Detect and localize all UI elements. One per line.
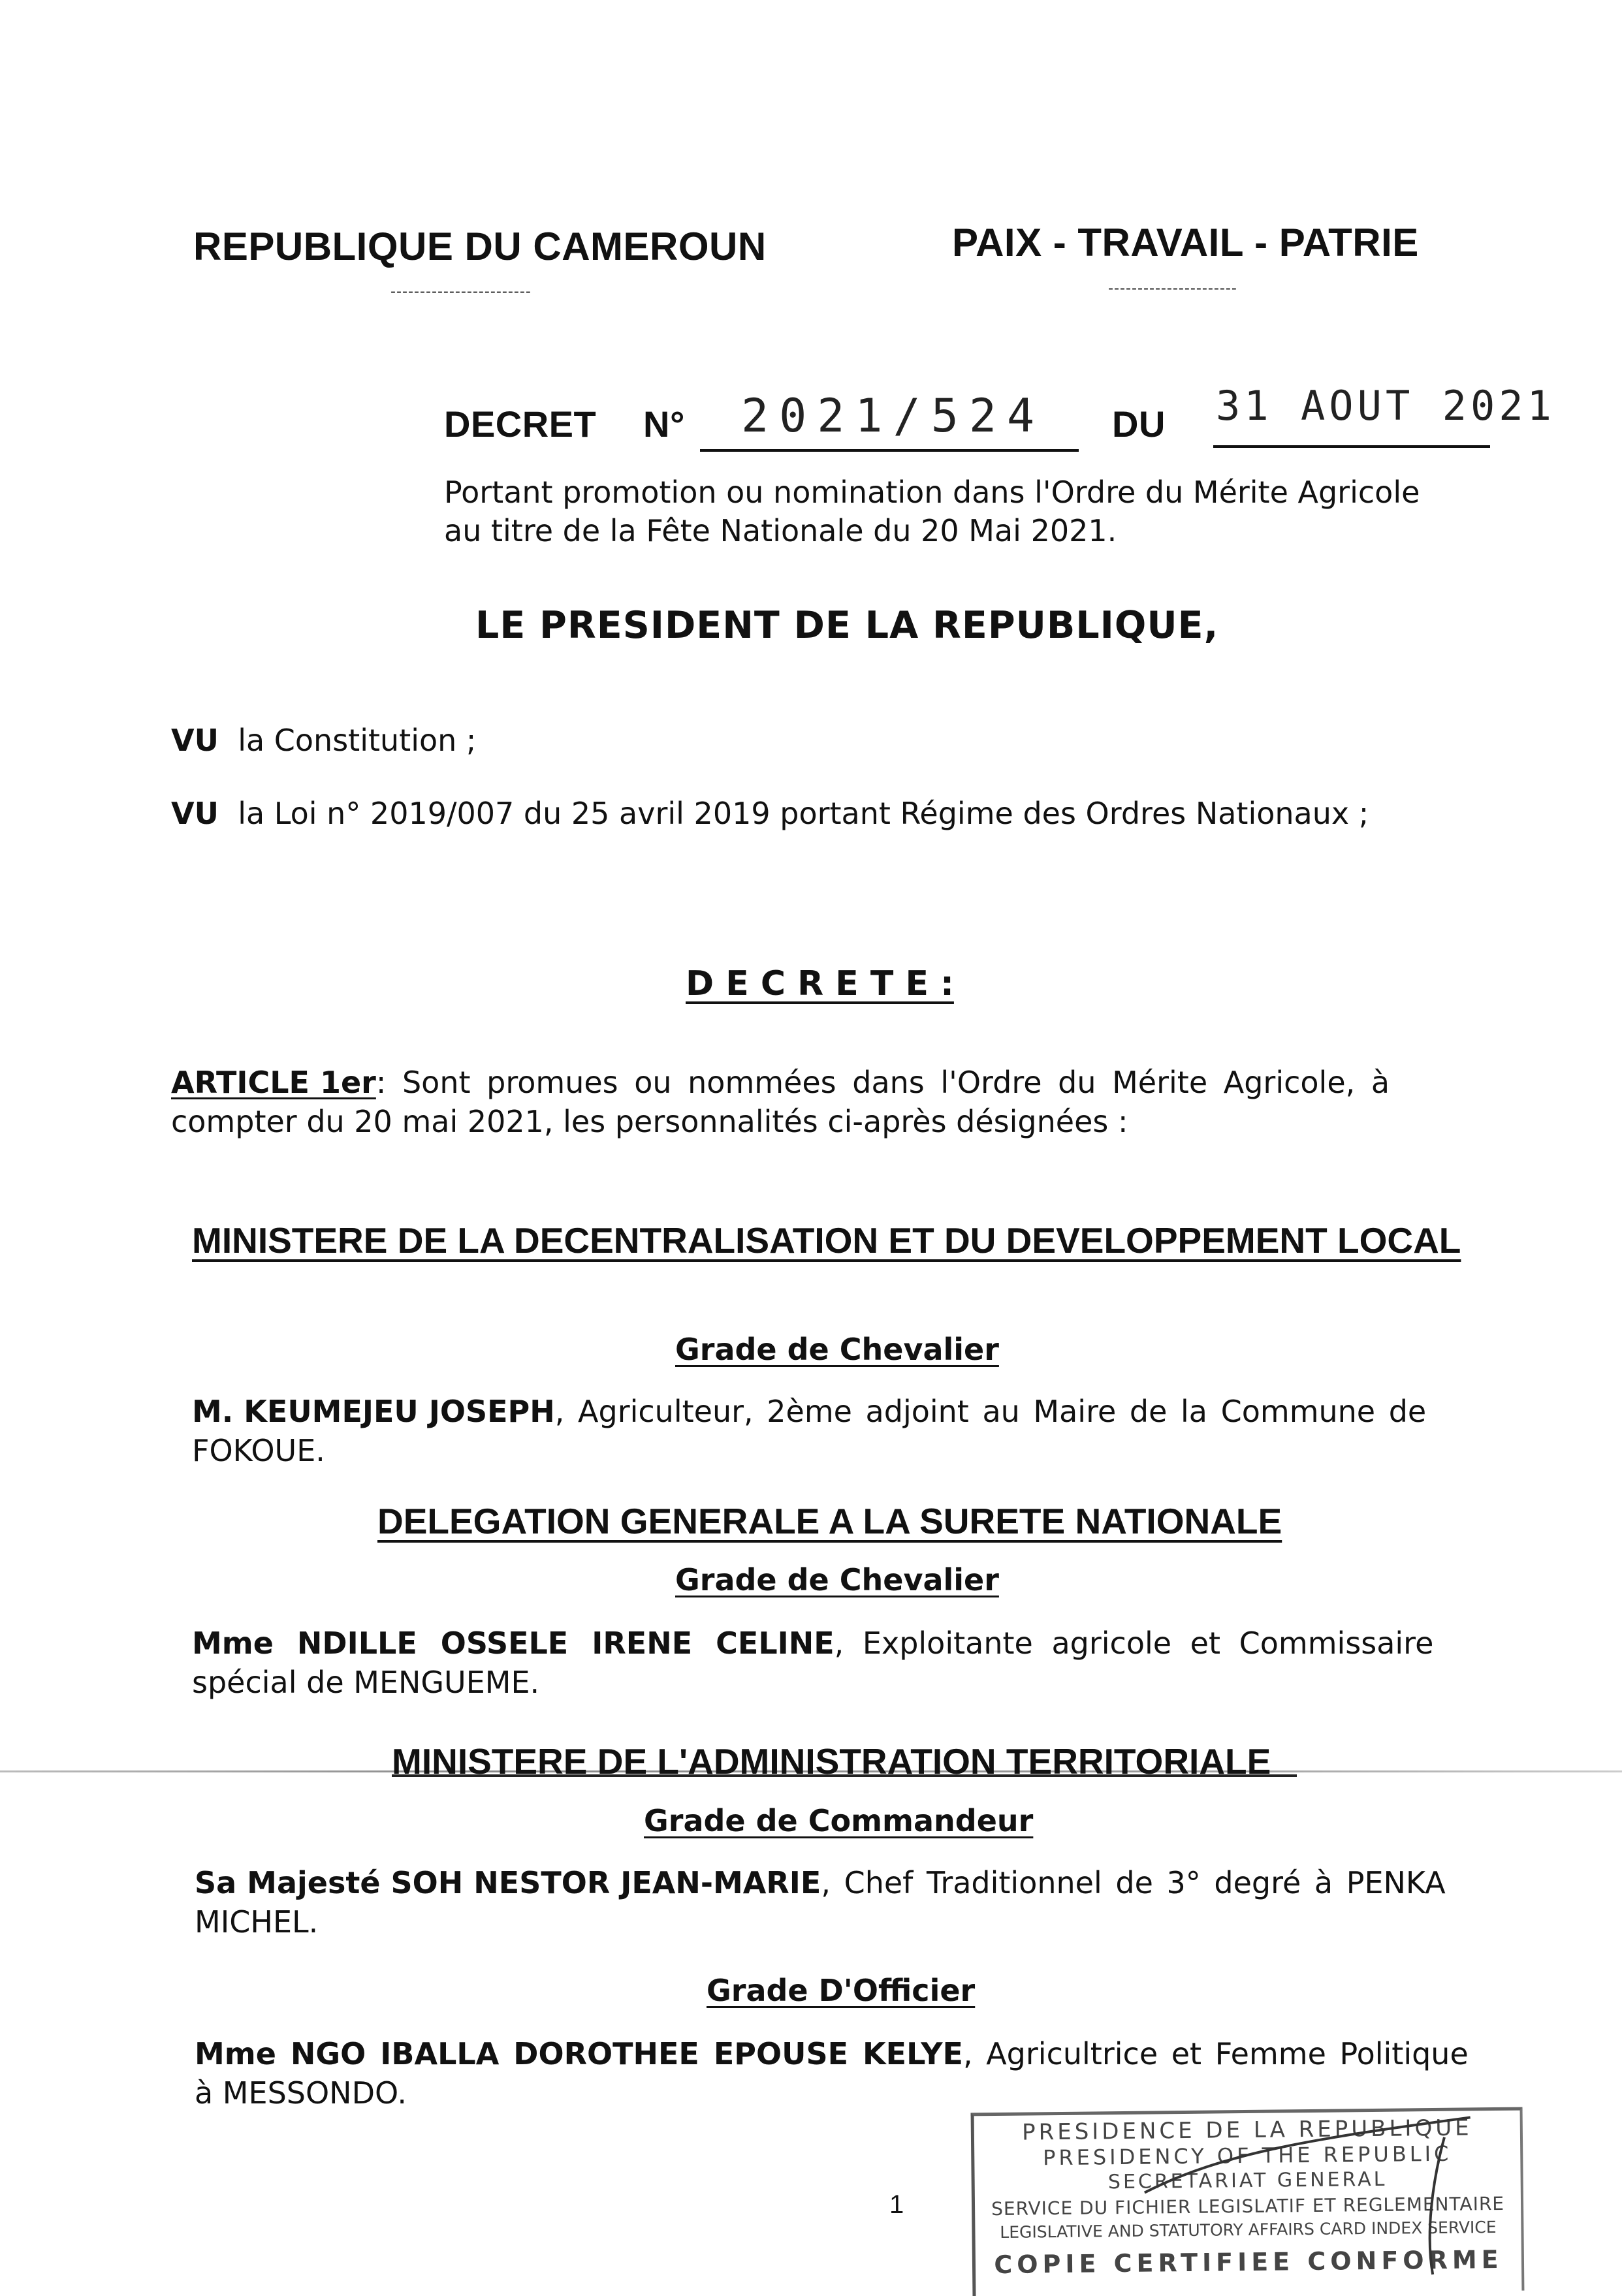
decree-date-label: DU: [1112, 403, 1166, 445]
article1-label: ARTICLE 1er: [171, 1065, 376, 1100]
section-title: DELEGATION GENERALE A LA SURETE NATIONALE: [377, 1501, 1282, 1541]
decree-number-handwritten: 2021/524: [741, 389, 1045, 443]
person-entry-line1: [192, 1623, 1433, 1663]
decree-subject-line1: Portant promotion ou nomination dans l'Ordre du Mérite Agricole: [444, 475, 1420, 510]
article1-line1: [171, 1062, 1390, 1103]
person-name: Sa Majesté SOH NESTOR JEAN-MARIE: [195, 1865, 821, 1900]
visa-text: la Loi n° 2019/007 du 25 avril 2019 portant Régime des Ordres Nationaux ;: [238, 796, 1369, 831]
person-description: , Chef Traditionnel de 3° degré à PENKA: [821, 1865, 1446, 1900]
person-name: M. KEUMEJEU JOSEPH: [192, 1394, 555, 1429]
header-right-separator: ----------------------: [1108, 279, 1237, 297]
person-entry-line1: [192, 1391, 1426, 1432]
decrete-heading: D E C R E T E :: [686, 964, 954, 1003]
decree-number-underline: [700, 449, 1079, 452]
grade-heading: Grade de Commandeur: [644, 1803, 1034, 1838]
visa-text: la Constitution ;: [238, 723, 477, 758]
page-number: 1: [889, 2190, 904, 2219]
stamp-line: COPIE CERTIFIEE CONFORME: [994, 2244, 1503, 2280]
decree-date-stamp: 31 AOUT 2021: [1216, 382, 1555, 430]
stamp-line: PRESIDENCE DE LA REPUBLIQUE: [1021, 2115, 1472, 2146]
header-right-title: PAIX - TRAVAIL - PATRIE: [952, 221, 1419, 264]
person-entry-line2: spécial de MENGUEME.: [192, 1665, 540, 1700]
decree-label: DECRET: [444, 403, 597, 445]
visa-keyword: VU: [171, 796, 219, 831]
certification-stamp: [971, 2107, 1525, 2296]
decree-subject-line2: au titre de la Fête Nationale du 20 Mai 2021.: [444, 513, 1117, 548]
stamp-signature-mark: [974, 2111, 1522, 2296]
stamp-line: PRESIDENCY OF THE REPUBLIC: [1042, 2141, 1452, 2171]
person-description: , Agricultrice et Femme Politique: [962, 2036, 1469, 2071]
grade-heading: Grade D'Officier: [707, 1973, 976, 2008]
header-left-separator: ------------------------: [390, 283, 532, 300]
header-left-title: REPUBLIQUE DU CAMEROUN: [193, 225, 767, 268]
visa-constitution: [171, 720, 476, 761]
person-entry-line1: [195, 1863, 1446, 1903]
person-description: , Agriculteur, 2ème adjoint au Maire de la Commune de: [554, 1394, 1427, 1429]
stamp-line: SERVICE DU FICHIER LEGISLATIF ET REGLEMENTAIRE: [991, 2192, 1505, 2220]
article1-text-line1: : Sont promues ou nommées dans l'Ordre du Mérite Agricole, à: [375, 1065, 1390, 1100]
person-entry-line1: [195, 2034, 1469, 2074]
stamp-line: LEGISLATIVE AND STATUTORY AFFAIRS CARD INDEX SERVICE: [1000, 2218, 1497, 2242]
grade-heading: Grade de Chevalier: [675, 1562, 999, 1597]
section-title-underline: [392, 1774, 1297, 1777]
article1-text-line2: compter du 20 mai 2021, les personnalités ci-après désignées :: [171, 1104, 1128, 1139]
person-entry-line2: MICHEL.: [195, 1904, 319, 1940]
section-title-clip: [392, 1737, 1271, 1774]
decree-date-underline: [1213, 445, 1490, 448]
president-heading: LE PRESIDENT DE LA REPUBLIQUE,: [475, 604, 1219, 647]
visa-keyword: VU: [171, 723, 219, 758]
person-name: Mme NDILLE OSSELE IRENE CELINE: [192, 1626, 835, 1661]
person-entry-line2: FOKOUE.: [192, 1433, 325, 1468]
visa-law: [171, 793, 1369, 834]
section-title: MINISTERE DE LA DECENTRALISATION ET DU DEVELOPPEMENT LOCAL: [192, 1220, 1461, 1261]
decree-number-label: N°: [643, 403, 685, 445]
person-entry-line2: à MESSONDO.: [195, 2075, 407, 2111]
stamp-line: SECRETARIAT GENERAL: [1107, 2167, 1388, 2194]
section-title: MINISTERE DE L'ADMINISTRATION TERRITORIALE: [392, 1741, 1271, 1774]
grade-heading: Grade de Chevalier: [675, 1332, 999, 1367]
person-description: , Exploitante agricole et Commissaire: [834, 1626, 1434, 1661]
person-name: Mme NGO IBALLA DOROTHEE EPOUSE KELYE: [195, 2036, 963, 2071]
